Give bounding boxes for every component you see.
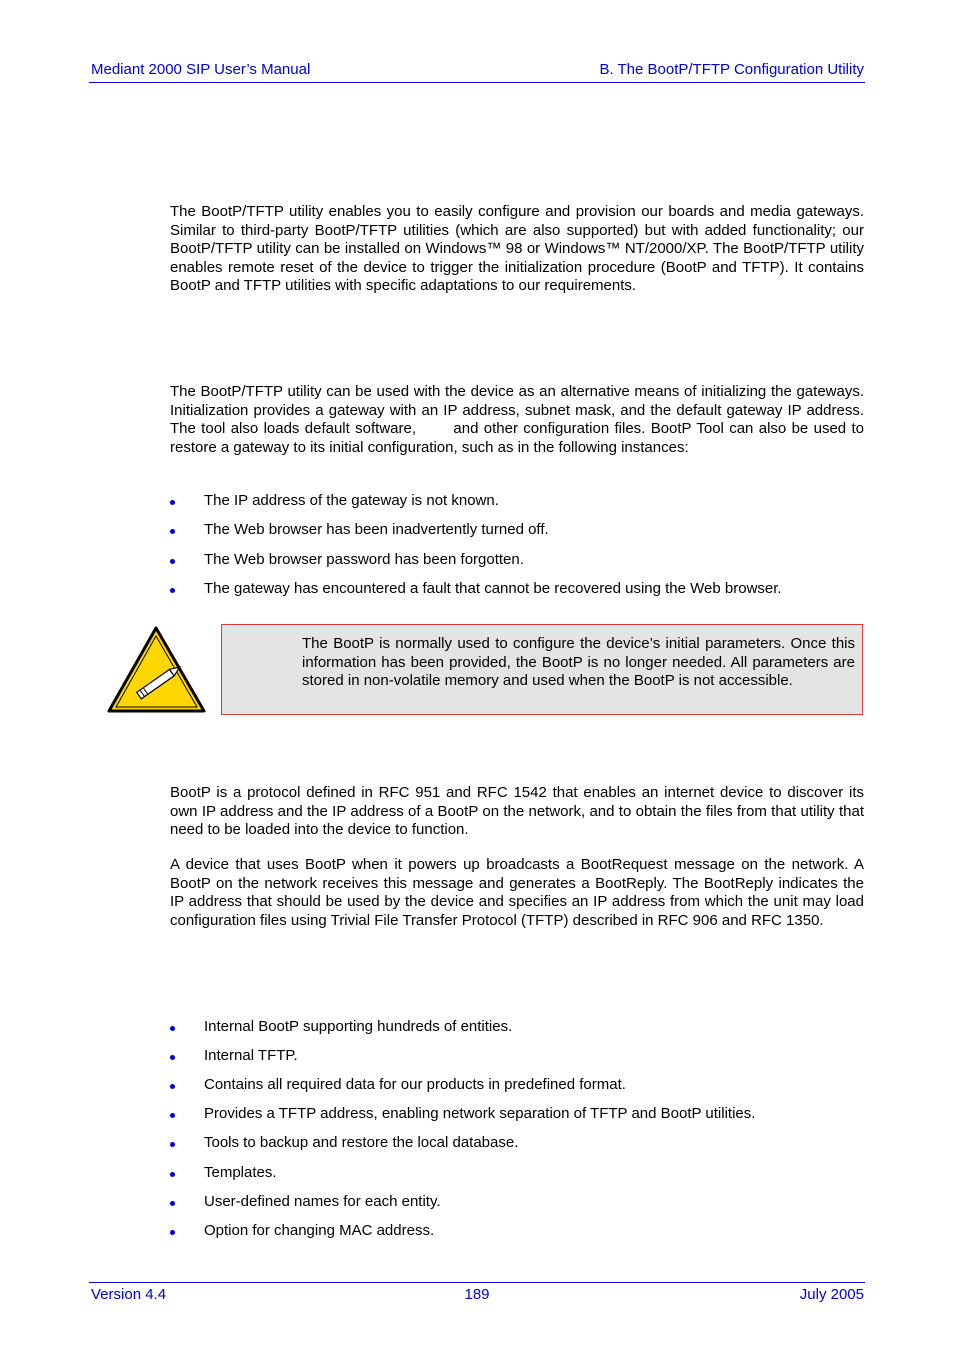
bullet-icon	[170, 1026, 175, 1031]
usage-paragraph: The BootP/TFTP utility can be used with the device as an alternative means of initializing the gateways. Initialization provides a gateway with an IP address, subnet mask, and the default gateway IP address. The tool also loads default software, and other configuration files. BootP Tool can also be used to restore a gateway to its initial configuration, such as in the following instances:	[170, 383, 869, 456]
intro-paragraph: The BootP/TFTP utility enables you to easily configure and provision our boards and media gateways. Similar to third-party BootP/TFTP utilities (which are also supported) but with added functionality; our BootP/TFTP utility can be installed on Windows™ 98 or Windows™ NT/2000/XP. The BootP/TFTP utility enables remote reset of the device to trigger the initialization procedure (BootP and TFTP). It contains BootP and TFTP utilities with specific adaptations to our requirements.	[170, 203, 864, 294]
page-footer	[89, 1282, 865, 1308]
header-manual-title: Mediant 2000 SIP User’s Manual	[91, 61, 311, 78]
bullet-icon	[170, 1113, 175, 1118]
bullet-icon	[170, 588, 175, 593]
bullet-icon	[170, 1055, 175, 1060]
footer-version: Version 4.4	[91, 1286, 167, 1303]
page-header	[89, 61, 865, 83]
note-text: The BootP is normally used to configure the device’s initial parameters. Once this information has been provided, the BootP is no longer needed. All parameters are stored in non-volatile memory and used when the BootP is not accessible.	[302, 635, 855, 689]
bullet-icon	[170, 1230, 175, 1235]
bootp-definition-paragraph: BootP is a protocol defined in RFC 951 and RFC 1542 that enables an internet device to discover its own IP address and the IP address of a BootP on the network, and to obtain the files from that utility that need to be loaded into the device to function.	[170, 784, 864, 838]
note-pencil-icon	[107, 626, 206, 713]
bullet-icon	[170, 1172, 175, 1177]
bullet-icon	[170, 1201, 175, 1206]
header-section-title: B. The BootP/TFTP Configuration Utility	[599, 61, 864, 78]
footer-date: July 2005	[799, 1286, 864, 1303]
bullet-icon	[170, 1142, 175, 1147]
note-box	[221, 624, 863, 715]
bullet-icon	[170, 1084, 175, 1089]
bullet-icon	[170, 500, 175, 505]
bullet-icon	[170, 529, 175, 534]
page-number: 189	[464, 1286, 490, 1303]
bullet-icon	[170, 559, 175, 564]
bootp-flow-paragraph: A device that uses BootP when it powers up broadcasts a BootRequest message on the network. A BootP on the network receives this message and generates a BootReply. The BootReply indicates the IP address that should be used by the device and specifies an IP address from which the unit may load configuration files using Trivial File Transfer Protocol (TFTP) described in RFC 906 and RFC 1350.	[170, 856, 864, 929]
